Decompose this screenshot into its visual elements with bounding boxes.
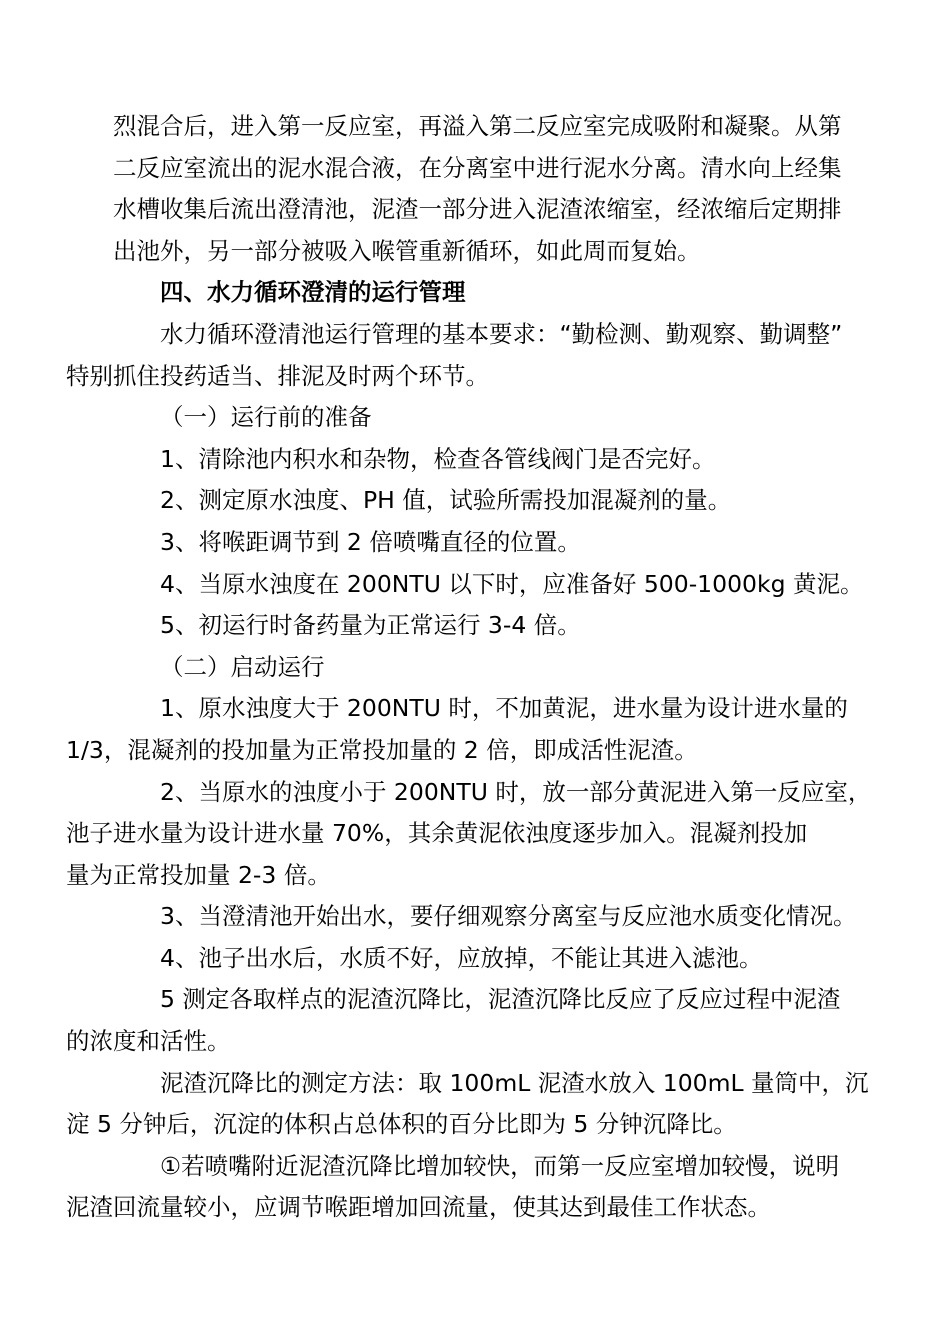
list-item [113, 605, 863, 647]
text-line: 淀 5 分钟后，沉淀的体积占总体积的百分比即为 5 分钟沉降比。 [66, 1110, 737, 1139]
paragraph-basic-requirements [66, 314, 863, 397]
list-item [113, 439, 863, 481]
document-page [66, 106, 872, 1229]
text-line: ①若喷嘴附近泥渣沉降比增加较快，而第一反应室增加较慢，说明 [160, 1151, 840, 1180]
list-item [113, 522, 863, 564]
list-item [113, 480, 863, 522]
text-line: 二反应室流出的泥水混合液，在分离室中进行泥水分离。清水向上经集 [113, 153, 842, 182]
text-line: 2、当原水的浊度小于 200NTU 时，放一部分黄泥进入第一反应室， [160, 777, 872, 806]
text-line: 3、当澄清池开始出水，要仔细观察分离室与反应池水质变化情况。 [160, 902, 857, 931]
heading-text: 四、水力循环澄清的运行管理 [160, 278, 466, 307]
text-line: 池子进水量为设计进水量 70%，其余黄泥依浊度逐步加入。混凝剂投加 [66, 819, 808, 848]
paragraph-settling-method [66, 1063, 869, 1146]
text-line: 5、初运行时备药量为正常运行 3-4 倍。 [160, 611, 581, 640]
list-item [113, 564, 863, 606]
text-line: 2、测定原水浊度、PH 值，试验所需投加混凝剂的量。 [160, 486, 732, 515]
paragraph-mixing-process [113, 106, 863, 272]
text-line: 1/3，混凝剂的投加量为正常投加量的 2 倍，即成活性泥渣。 [66, 735, 698, 764]
text-line: 1、原水浊度大于 200NTU 时，不加黄泥，进水量为设计进水量的 [160, 694, 848, 723]
text-line: 5 测定各取样点的泥渣沉降比，泥渣沉降比反应了反应过程中泥渣 [160, 985, 841, 1014]
list-item [113, 938, 863, 980]
text-line: 特别抓住投药适当、排泥及时两个环节。 [66, 361, 489, 390]
list-item [113, 896, 863, 938]
list-item [66, 772, 872, 897]
list-item [66, 688, 863, 771]
text-line: 4、当原水浊度在 200NTU 以下时，应准备好 500-1000kg 黄泥。 [160, 569, 864, 598]
list-item [66, 979, 863, 1062]
text-line: 3、将喉距调节到 2 倍喷嘴直径的位置。 [160, 527, 581, 556]
text-line: 量为正常投加量 2-3 倍。 [66, 860, 331, 889]
text-line: 水槽收集后流出澄清池，泥渣一部分进入泥渣浓缩室，经浓缩后定期排 [113, 195, 842, 224]
text-line: （二）启动运行 [160, 652, 325, 681]
subsection-heading-preparation [113, 397, 863, 439]
subsection-heading-startup [113, 647, 863, 689]
text-line: 4、池子出水后，水质不好，应放掉，不能让其进入滤池。 [160, 943, 763, 972]
text-line: （一）运行前的准备 [160, 403, 372, 432]
text-line: 泥渣沉降比的测定方法：取 100mL 泥渣水放入 100mL 量筒中，沉 [160, 1068, 869, 1097]
paragraph-nozzle-note [66, 1146, 863, 1229]
text-line: 的浓度和活性。 [66, 1027, 231, 1056]
text-line: 泥渣回流量较小，应调节喉距增加回流量，使其达到最佳工作状态。 [66, 1193, 771, 1222]
section-heading [113, 272, 863, 314]
text-line: 出池外，另一部分被吸入喉管重新循环，如此周而复始。 [113, 236, 701, 265]
text-line: 烈混合后，进入第一反应室，再溢入第二反应室完成吸附和凝聚。从第 [113, 112, 842, 140]
text-line: 1、清除池内积水和杂物，检查各管线阀门是否完好。 [160, 444, 716, 473]
text-line: 水力循环澄清池运行管理的基本要求：“勤检测、勤观察、勤调整” [160, 319, 843, 348]
